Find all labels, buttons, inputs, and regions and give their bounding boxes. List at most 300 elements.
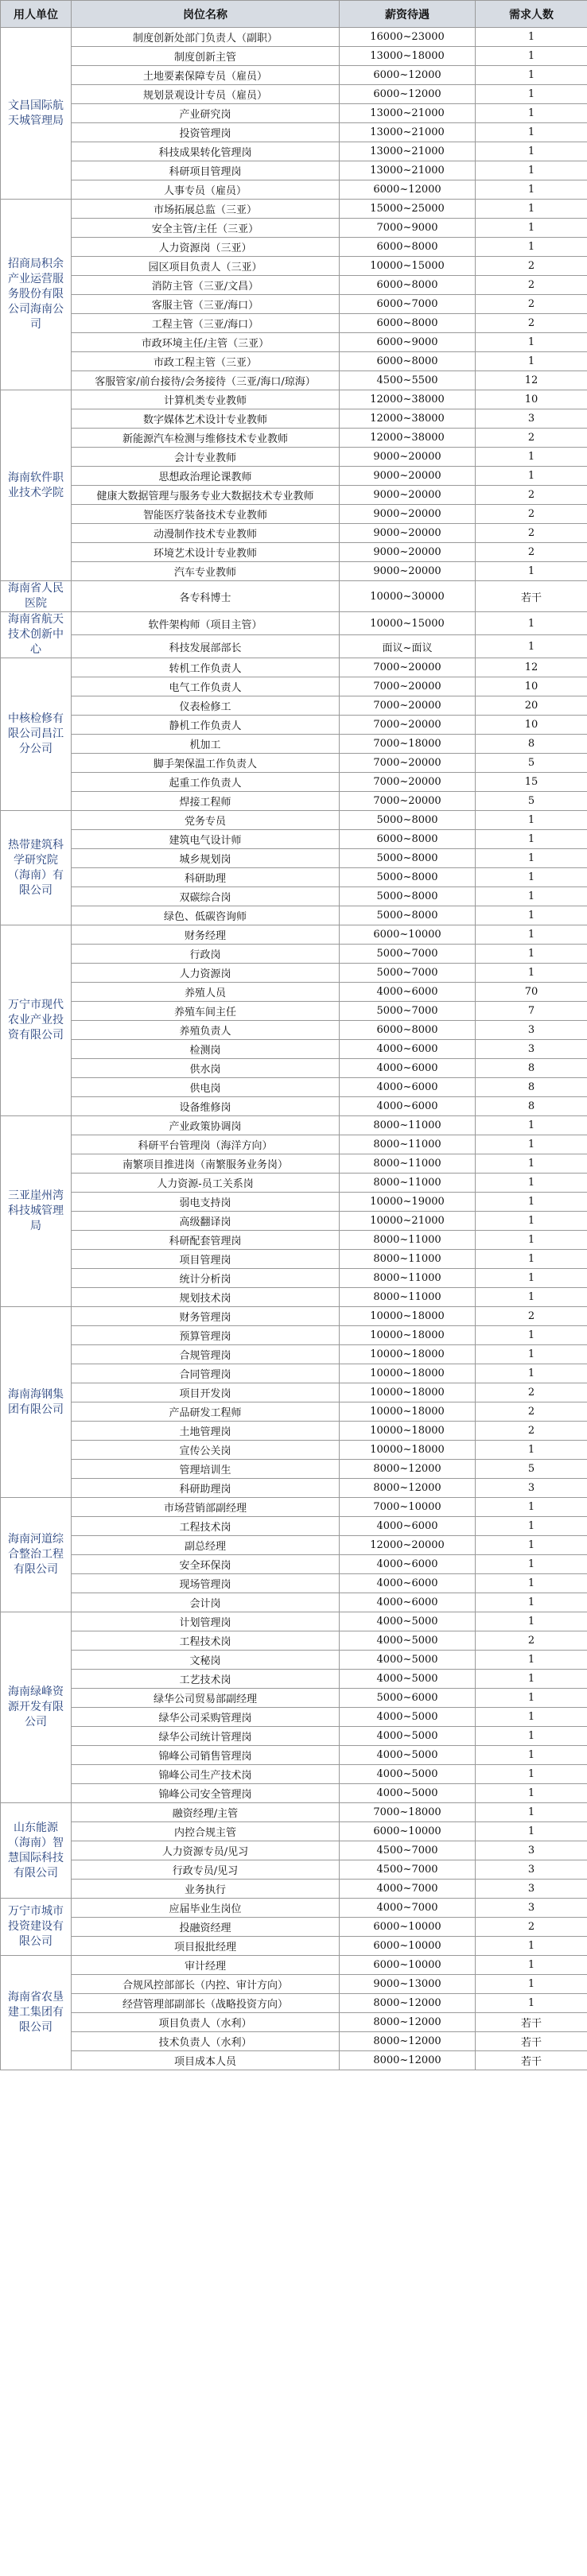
table-row — [1, 906, 587, 925]
count-cell: 2 — [476, 1402, 587, 1422]
count-cell: 2 — [476, 1383, 587, 1402]
position-cell: 计算机类专业教师 — [72, 390, 340, 409]
table-row — [1, 1555, 587, 1574]
table-row — [1, 983, 587, 1002]
salary-cell: 10000~19000 — [340, 1193, 476, 1212]
position-cell: 产品研发工程师 — [72, 1402, 340, 1422]
count-cell: 1 — [476, 1727, 587, 1746]
count-cell: 2 — [476, 1422, 587, 1441]
position-cell: 土地要素保障专员（雇员） — [72, 66, 340, 85]
salary-cell: 4000~5000 — [340, 1670, 476, 1689]
table-row — [1, 1479, 587, 1498]
salary-cell: 6000~8000 — [340, 276, 476, 295]
count-cell: 12 — [476, 371, 587, 390]
position-cell: 党务专员 — [72, 811, 340, 830]
table-row — [1, 562, 587, 581]
count-cell: 1 — [476, 1956, 587, 1975]
salary-cell: 6000~10000 — [340, 1937, 476, 1956]
table-row — [1, 887, 587, 906]
salary-cell: 10000~18000 — [340, 1383, 476, 1402]
position-cell: 管理培训生 — [72, 1460, 340, 1479]
count-cell: 1 — [476, 635, 587, 658]
count-cell: 1 — [476, 1345, 587, 1364]
table-row — [1, 1021, 587, 1040]
table-row — [1, 505, 587, 524]
position-cell: 新能源汽车检测与维修技术专业教师 — [72, 429, 340, 448]
position-cell: 合规风控部部长（内控、审计方向） — [72, 1975, 340, 1994]
salary-cell: 9000~20000 — [340, 448, 476, 467]
count-cell: 2 — [476, 1631, 587, 1651]
position-cell: 宣传公关岗 — [72, 1441, 340, 1460]
position-cell: 人事专员（雇员） — [72, 180, 340, 200]
position-cell: 市场拓展总监（三亚） — [72, 200, 340, 219]
position-cell: 人力资源专员/见习 — [72, 1841, 340, 1860]
salary-cell: 12000~38000 — [340, 409, 476, 429]
table-row — [1, 28, 587, 47]
count-cell: 1 — [476, 1326, 587, 1345]
position-cell: 健康大数据管理与服务专业大数据技术专业教师 — [72, 486, 340, 505]
position-cell: 行政专员/见习 — [72, 1860, 340, 1880]
table-row — [1, 1326, 587, 1345]
salary-cell: 6000~12000 — [340, 66, 476, 85]
table-row — [1, 849, 587, 868]
count-cell: 3 — [476, 1040, 587, 1059]
table-row — [1, 2013, 587, 2032]
position-cell: 审计经理 — [72, 1956, 340, 1975]
count-cell: 1 — [476, 161, 587, 180]
position-cell: 计划管理岗 — [72, 1612, 340, 1631]
table-row — [1, 276, 587, 295]
position-cell: 养殖人员 — [72, 983, 340, 1002]
count-cell: 若干 — [476, 2013, 587, 2032]
table-row — [1, 257, 587, 276]
position-cell: 统计分析岗 — [72, 1269, 340, 1288]
count-cell: 7 — [476, 1002, 587, 1021]
count-cell: 1 — [476, 104, 587, 123]
salary-cell: 6000~10000 — [340, 1822, 476, 1841]
table-row — [1, 161, 587, 180]
count-cell: 1 — [476, 1937, 587, 1956]
table-row — [1, 1288, 587, 1307]
table-row — [1, 1689, 587, 1708]
table-row — [1, 429, 587, 448]
position-cell: 制度创新主管 — [72, 47, 340, 66]
count-cell: 1 — [476, 1612, 587, 1631]
count-cell: 2 — [476, 486, 587, 505]
count-cell: 1 — [476, 1994, 587, 2013]
count-cell: 70 — [476, 983, 587, 1002]
table-row — [1, 868, 587, 887]
salary-cell: 4000~6000 — [340, 1574, 476, 1593]
table-row — [1, 612, 587, 635]
position-cell: 项目负责人（水利） — [72, 2013, 340, 2032]
count-cell: 1 — [476, 1193, 587, 1212]
position-cell: 供水岗 — [72, 1059, 340, 1078]
position-cell: 转机工作负责人 — [72, 658, 340, 677]
table-row — [1, 677, 587, 696]
count-cell: 若干 — [476, 581, 587, 612]
unit-name-cell: 山东能源（海南）智慧国际科技有限公司 — [1, 1803, 72, 1899]
count-cell: 1 — [476, 1364, 587, 1383]
table-row — [1, 1383, 587, 1402]
table-row — [1, 1822, 587, 1841]
position-cell: 供电岗 — [72, 1078, 340, 1097]
table-row — [1, 1517, 587, 1536]
position-cell: 融资经理/主管 — [72, 1803, 340, 1822]
unit-name-cell: 中核检修有限公司昌江分公司 — [1, 658, 72, 811]
count-cell: 5 — [476, 1460, 587, 1479]
position-cell: 文秘岗 — [72, 1651, 340, 1670]
table-row — [1, 66, 587, 85]
table-row — [1, 219, 587, 238]
table-row — [1, 390, 587, 409]
table-row — [1, 696, 587, 716]
unit-name-cell: 万宁市现代农业产业投资有限公司 — [1, 925, 72, 1116]
count-cell: 1 — [476, 849, 587, 868]
count-cell: 1 — [476, 1536, 587, 1555]
salary-cell: 5000~8000 — [340, 906, 476, 925]
position-cell: 建筑电气设计师 — [72, 830, 340, 849]
salary-cell: 8000~11000 — [340, 1269, 476, 1288]
salary-cell: 6000~9000 — [340, 333, 476, 352]
salary-cell: 4000~5000 — [340, 1708, 476, 1727]
header-count: 需求人数 — [476, 1, 587, 28]
position-cell: 消防主管（三亚/文昌） — [72, 276, 340, 295]
salary-cell: 7000~10000 — [340, 1498, 476, 1517]
table-row — [1, 1593, 587, 1612]
table-row — [1, 47, 587, 66]
position-cell: 制度创新处部门负责人（副职） — [72, 28, 340, 47]
unit-name-cell: 海南绿峰资源开发有限公司 — [1, 1612, 72, 1803]
salary-cell: 4000~5000 — [340, 1631, 476, 1651]
count-cell: 3 — [476, 1899, 587, 1918]
table-row — [1, 792, 587, 811]
table-row — [1, 773, 587, 792]
salary-cell: 7000~18000 — [340, 735, 476, 754]
salary-cell: 6000~10000 — [340, 1956, 476, 1975]
count-cell: 1 — [476, 1975, 587, 1994]
count-cell: 2 — [476, 295, 587, 314]
count-cell: 1 — [476, 123, 587, 142]
unit-name-cell: 万宁市城市投资建设有限公司 — [1, 1899, 72, 1956]
salary-cell: 6000~10000 — [340, 1918, 476, 1937]
count-cell: 1 — [476, 219, 587, 238]
table-row — [1, 1212, 587, 1231]
position-cell: 双碳综合岗 — [72, 887, 340, 906]
table-row — [1, 716, 587, 735]
salary-cell: 8000~11000 — [340, 1174, 476, 1193]
table-row — [1, 1899, 587, 1918]
salary-cell: 12000~38000 — [340, 429, 476, 448]
table-row — [1, 1860, 587, 1880]
position-cell: 人力资源岗 — [72, 964, 340, 983]
salary-cell: 10000~18000 — [340, 1326, 476, 1345]
salary-cell: 5000~8000 — [340, 887, 476, 906]
position-cell: 安全环保岗 — [72, 1555, 340, 1574]
table-row — [1, 467, 587, 486]
count-cell: 8 — [476, 1078, 587, 1097]
position-cell: 工程技术岗 — [72, 1631, 340, 1651]
count-cell: 3 — [476, 1860, 587, 1880]
salary-cell: 4000~5000 — [340, 1727, 476, 1746]
count-cell: 1 — [476, 887, 587, 906]
salary-cell: 5000~8000 — [340, 811, 476, 830]
position-cell: 市政工程主管（三亚） — [72, 352, 340, 371]
count-cell: 1 — [476, 1116, 587, 1135]
header-unit: 用人单位 — [1, 1, 72, 28]
position-cell: 焊接工程师 — [72, 792, 340, 811]
salary-cell: 10000~18000 — [340, 1364, 476, 1383]
table-row — [1, 1746, 587, 1765]
count-cell: 1 — [476, 925, 587, 945]
position-cell: 规划技术岗 — [72, 1288, 340, 1307]
position-cell: 经营管理部副部长（战略投资方向） — [72, 1994, 340, 2013]
count-cell: 10 — [476, 677, 587, 696]
salary-cell: 4000~6000 — [340, 1078, 476, 1097]
count-cell: 1 — [476, 180, 587, 200]
table-row — [1, 1937, 587, 1956]
salary-cell: 4000~6000 — [340, 1593, 476, 1612]
position-cell: 会计岗 — [72, 1593, 340, 1612]
table-row — [1, 104, 587, 123]
count-cell: 12 — [476, 658, 587, 677]
table-row — [1, 1612, 587, 1631]
count-cell: 1 — [476, 811, 587, 830]
table-row — [1, 1174, 587, 1193]
salary-cell: 10000~18000 — [340, 1422, 476, 1441]
salary-cell: 9000~20000 — [340, 524, 476, 543]
count-cell: 1 — [476, 1803, 587, 1822]
position-cell: 工程主管（三亚/海口） — [72, 314, 340, 333]
table-row — [1, 1250, 587, 1269]
table-row — [1, 1994, 587, 2013]
count-cell: 1 — [476, 964, 587, 983]
position-cell: 土地管理岗 — [72, 1422, 340, 1441]
position-cell: 科技发展部部长 — [72, 635, 340, 658]
salary-cell: 6000~8000 — [340, 352, 476, 371]
salary-cell: 8000~11000 — [340, 1288, 476, 1307]
unit-name-cell: 热带建筑科学研究院（海南）有限公司 — [1, 811, 72, 925]
salary-cell: 8000~12000 — [340, 1460, 476, 1479]
salary-cell: 4000~5000 — [340, 1651, 476, 1670]
position-cell: 安全主管/主任（三亚） — [72, 219, 340, 238]
salary-cell: 8000~11000 — [340, 1135, 476, 1154]
position-cell: 绿华公司统计管理岗 — [72, 1727, 340, 1746]
unit-name-cell: 海南软件职业技术学院 — [1, 390, 72, 581]
position-cell: 科研配套管理岗 — [72, 1231, 340, 1250]
table-row — [1, 1956, 587, 1975]
salary-cell: 4000~7000 — [340, 1880, 476, 1899]
table-row — [1, 1154, 587, 1174]
count-cell: 3 — [476, 1841, 587, 1860]
salary-cell: 5000~6000 — [340, 1689, 476, 1708]
position-cell: 检测岗 — [72, 1040, 340, 1059]
count-cell: 8 — [476, 1059, 587, 1078]
count-cell: 1 — [476, 47, 587, 66]
salary-cell: 9000~20000 — [340, 562, 476, 581]
position-cell: 动漫制作技术专业教师 — [72, 524, 340, 543]
salary-cell: 5000~8000 — [340, 849, 476, 868]
table-row — [1, 1651, 587, 1670]
salary-cell: 10000~15000 — [340, 612, 476, 635]
count-cell: 2 — [476, 1918, 587, 1937]
salary-cell: 8000~11000 — [340, 1231, 476, 1250]
count-cell: 1 — [476, 1574, 587, 1593]
salary-cell: 10000~30000 — [340, 581, 476, 612]
position-cell: 锦峰公司安全管理岗 — [72, 1784, 340, 1803]
table-row — [1, 830, 587, 849]
count-cell: 1 — [476, 1441, 587, 1460]
table-row — [1, 295, 587, 314]
table-row — [1, 1116, 587, 1135]
table-row — [1, 811, 587, 830]
table-row — [1, 925, 587, 945]
position-cell: 应届毕业生岗位 — [72, 1899, 340, 1918]
count-cell: 3 — [476, 409, 587, 429]
count-cell: 1 — [476, 1517, 587, 1536]
salary-cell: 7000~20000 — [340, 696, 476, 716]
position-cell: 人力资源-员工关系岗 — [72, 1174, 340, 1193]
position-cell: 市政环境主任/主管（三亚） — [72, 333, 340, 352]
table-row — [1, 1841, 587, 1860]
position-cell: 设备维修岗 — [72, 1097, 340, 1116]
salary-cell: 6000~12000 — [340, 85, 476, 104]
count-cell: 1 — [476, 467, 587, 486]
table-row — [1, 200, 587, 219]
table-row — [1, 1727, 587, 1746]
table-row — [1, 1536, 587, 1555]
salary-cell: 8000~12000 — [340, 1479, 476, 1498]
count-cell: 1 — [476, 1708, 587, 1727]
salary-cell: 9000~20000 — [340, 505, 476, 524]
unit-name-cell: 海南省人民医院 — [1, 581, 72, 612]
salary-cell: 13000~21000 — [340, 142, 476, 161]
unit-name-cell: 海南省航天技术创新中心 — [1, 612, 72, 658]
table-row — [1, 1193, 587, 1212]
count-cell: 1 — [476, 1651, 587, 1670]
position-cell: 智能医疗装备技术专业教师 — [72, 505, 340, 524]
position-cell: 电气工作负责人 — [72, 677, 340, 696]
position-cell: 园区项目负责人（三亚） — [72, 257, 340, 276]
count-cell: 15 — [476, 773, 587, 792]
count-cell: 1 — [476, 142, 587, 161]
salary-cell: 9000~20000 — [340, 467, 476, 486]
table-row — [1, 409, 587, 429]
salary-cell: 10000~18000 — [340, 1402, 476, 1422]
position-cell: 仪表检修工 — [72, 696, 340, 716]
unit-name-cell: 三亚崖州湾科技城管理局 — [1, 1116, 72, 1307]
count-cell: 1 — [476, 1174, 587, 1193]
position-cell: 高级翻译岗 — [72, 1212, 340, 1231]
salary-cell: 6000~8000 — [340, 1021, 476, 1040]
table-row — [1, 1078, 587, 1097]
position-cell: 工程技术岗 — [72, 1517, 340, 1536]
position-cell: 行政岗 — [72, 945, 340, 964]
salary-cell: 13000~21000 — [340, 123, 476, 142]
count-cell: 1 — [476, 28, 587, 47]
position-cell: 绿华公司采购管理岗 — [72, 1708, 340, 1727]
table-row — [1, 635, 587, 658]
count-cell: 1 — [476, 1670, 587, 1689]
table-row — [1, 333, 587, 352]
table-row — [1, 1345, 587, 1364]
table-row — [1, 1307, 587, 1326]
position-cell: 养殖负责人 — [72, 1021, 340, 1040]
salary-cell: 4500~5500 — [340, 371, 476, 390]
table-row — [1, 1059, 587, 1078]
count-cell: 1 — [476, 1250, 587, 1269]
count-cell: 3 — [476, 1479, 587, 1498]
count-cell: 1 — [476, 945, 587, 964]
salary-cell: 16000~23000 — [340, 28, 476, 47]
table-row — [1, 123, 587, 142]
table-row — [1, 2032, 587, 2051]
table-row — [1, 371, 587, 390]
table-row — [1, 658, 587, 677]
salary-cell: 4000~6000 — [340, 1059, 476, 1078]
position-cell: 项目开发岗 — [72, 1383, 340, 1402]
salary-cell: 9000~20000 — [340, 543, 476, 562]
salary-cell: 13000~18000 — [340, 47, 476, 66]
position-cell: 人力资源岗（三亚） — [72, 238, 340, 257]
position-cell: 科技成果转化管理岗 — [72, 142, 340, 161]
count-cell: 2 — [476, 543, 587, 562]
table-row — [1, 1002, 587, 1021]
position-cell: 南繁项目推进岗（南繁服务业务岗） — [72, 1154, 340, 1174]
position-cell: 环境艺术设计专业教师 — [72, 543, 340, 562]
salary-cell: 8000~11000 — [340, 1116, 476, 1135]
salary-cell: 10000~21000 — [340, 1212, 476, 1231]
count-cell: 2 — [476, 429, 587, 448]
salary-cell: 4000~7000 — [340, 1899, 476, 1918]
position-cell: 客服主管（三亚/海口） — [72, 295, 340, 314]
salary-cell: 4000~6000 — [340, 983, 476, 1002]
count-cell: 1 — [476, 1689, 587, 1708]
position-cell: 投融资经理 — [72, 1918, 340, 1937]
position-cell: 锦峰公司销售管理岗 — [72, 1746, 340, 1765]
count-cell: 8 — [476, 1097, 587, 1116]
table-row — [1, 142, 587, 161]
salary-cell: 9000~20000 — [340, 486, 476, 505]
salary-cell: 5000~7000 — [340, 945, 476, 964]
position-cell: 科研助理 — [72, 868, 340, 887]
table-row — [1, 964, 587, 983]
salary-cell: 6000~8000 — [340, 314, 476, 333]
count-cell: 1 — [476, 352, 587, 371]
unit-name-cell: 文昌国际航天城管理局 — [1, 28, 72, 200]
salary-cell: 4000~5000 — [340, 1612, 476, 1631]
position-cell: 现场管理岗 — [72, 1574, 340, 1593]
count-cell: 1 — [476, 1765, 587, 1784]
table-row — [1, 1097, 587, 1116]
count-cell: 1 — [476, 1135, 587, 1154]
table-row — [1, 1975, 587, 1994]
table-row — [1, 1135, 587, 1154]
count-cell: 10 — [476, 390, 587, 409]
salary-cell: 4000~5000 — [340, 1765, 476, 1784]
unit-name-cell: 海南省农垦建工集团有限公司 — [1, 1956, 72, 2070]
position-cell: 客服管家/前台接待/会务接待（三亚/海口/琼海） — [72, 371, 340, 390]
table-row — [1, 352, 587, 371]
salary-cell: 8000~11000 — [340, 1250, 476, 1269]
position-cell: 副总经理 — [72, 1536, 340, 1555]
count-cell: 20 — [476, 696, 587, 716]
salary-cell: 7000~9000 — [340, 219, 476, 238]
table-row — [1, 945, 587, 964]
position-cell: 科研平台管理岗（海洋方向） — [72, 1135, 340, 1154]
count-cell: 1 — [476, 448, 587, 467]
table-row — [1, 1269, 587, 1288]
